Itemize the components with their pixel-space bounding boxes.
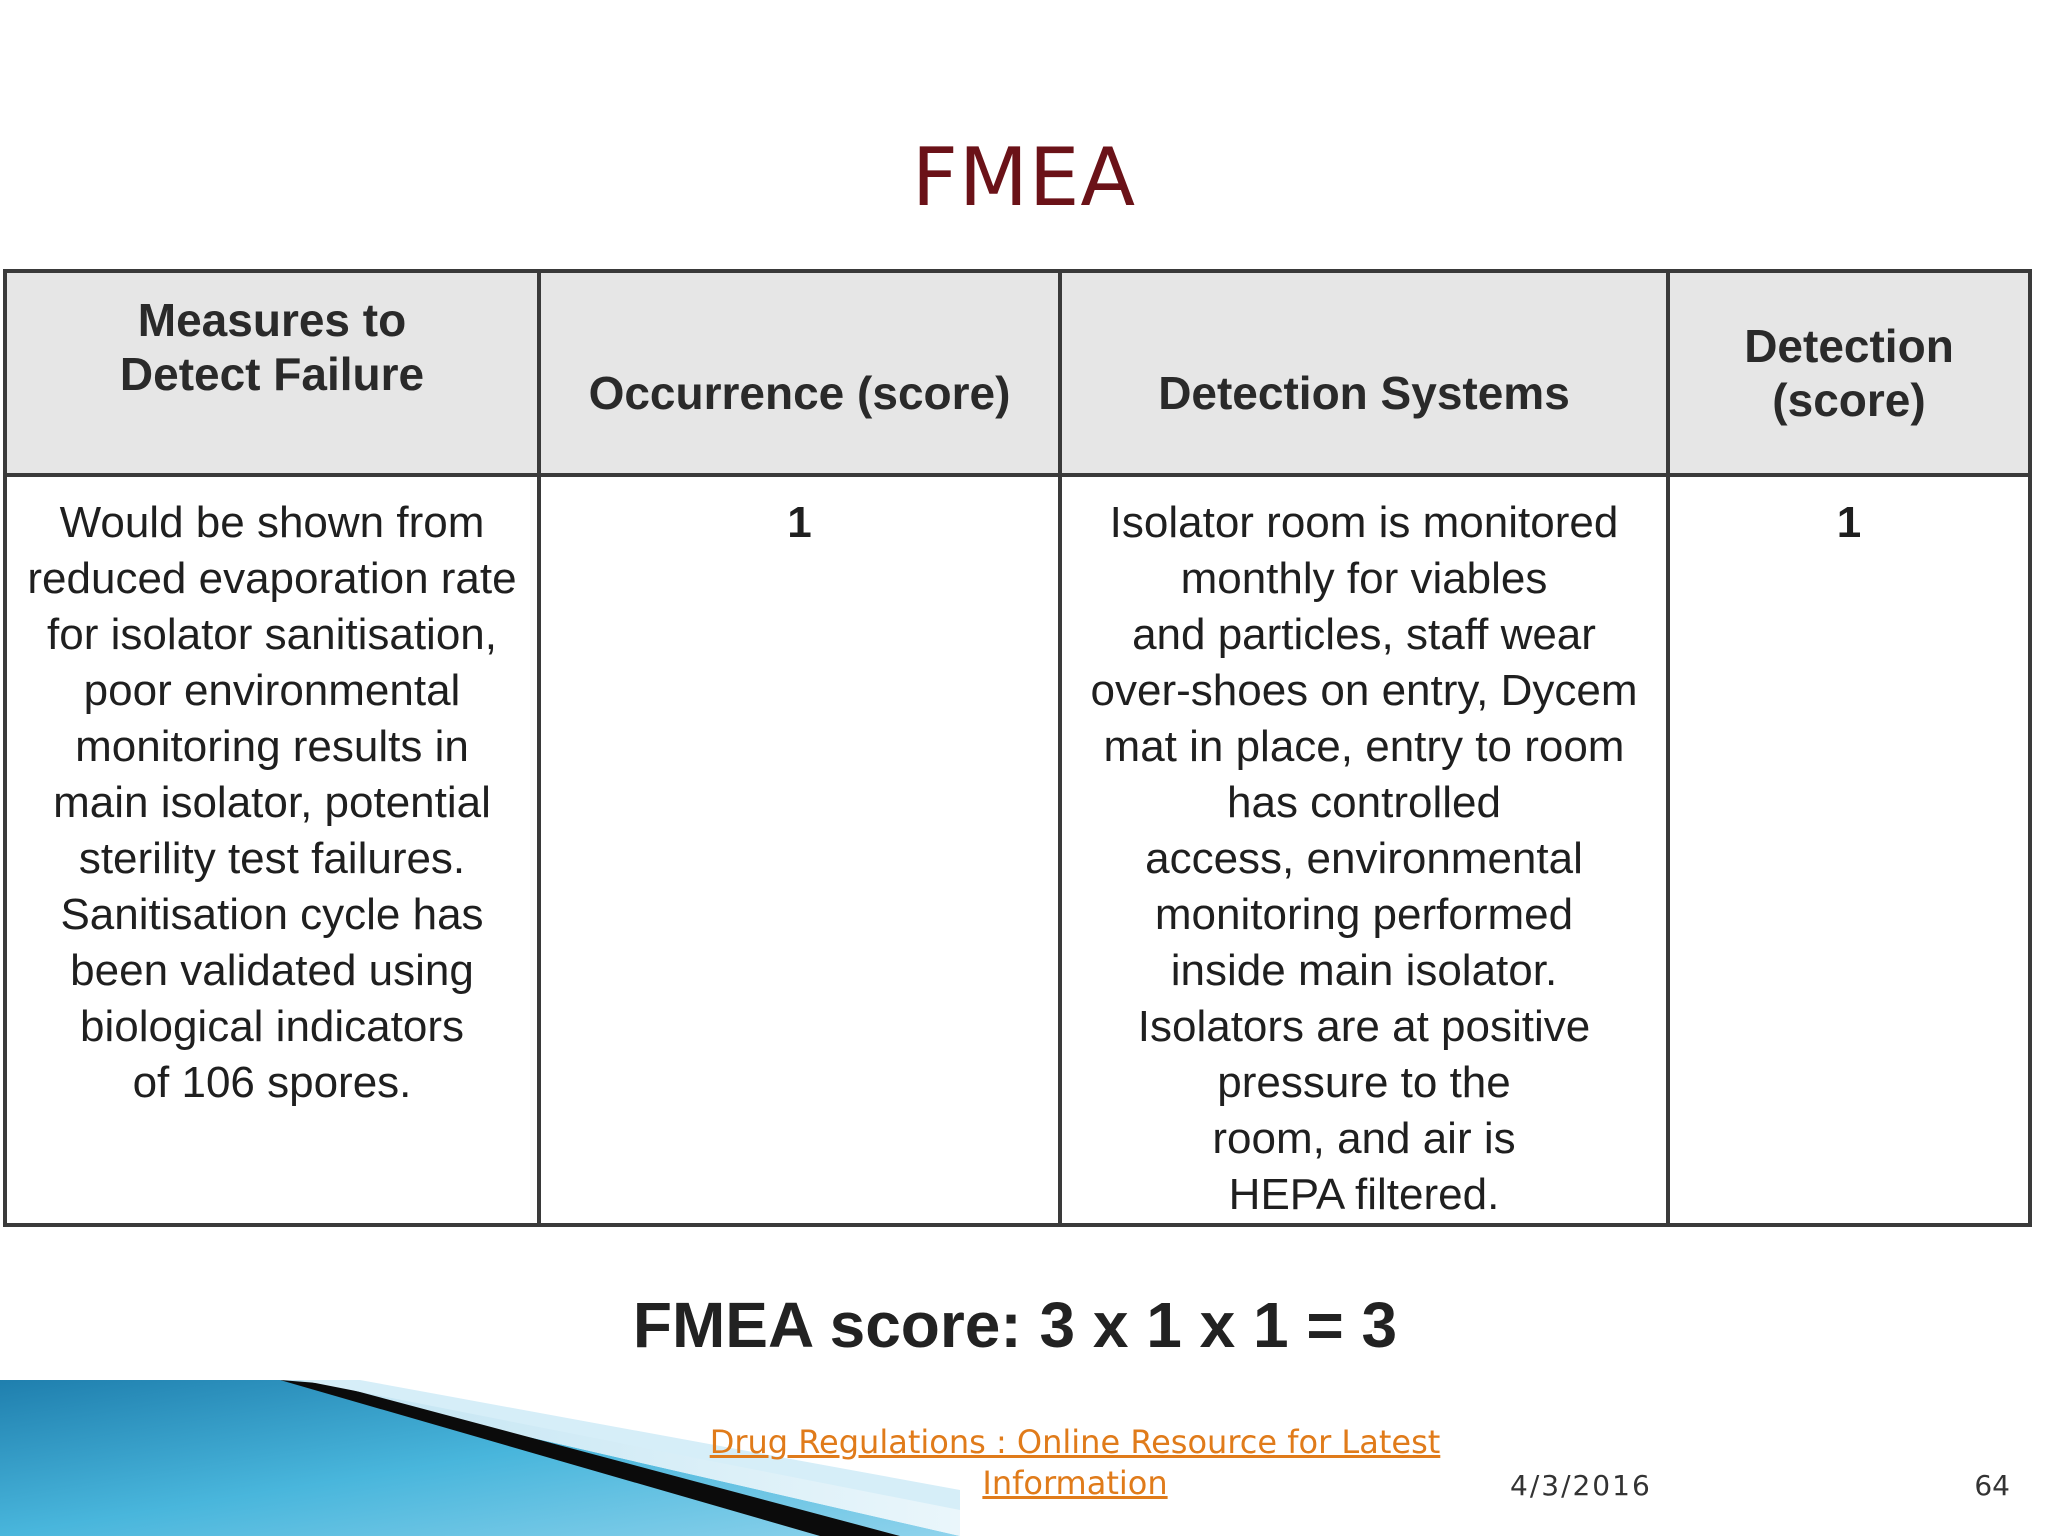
footer-link[interactable]: Drug Regulations : Online Resource for Latest Information	[709, 1423, 1441, 1502]
header-occurrence-label: Occurrence (score)	[588, 367, 1011, 419]
header-detection-score-label: Detection (score)	[1744, 320, 1954, 426]
header-detection-systems	[1060, 271, 1668, 475]
cell-detection-score: 1	[1668, 475, 2030, 1225]
page-number: 64	[1974, 1469, 2010, 1502]
header-measures	[5, 271, 539, 475]
header-measures-label: Measures to Detect Failure	[119, 294, 425, 400]
header-detection-score	[1668, 271, 2030, 475]
header-detection-systems-label: Detection Systems	[1158, 367, 1570, 419]
cell-measures: Would be shown from reduced evaporation rate for isolator sanitisation, poor environmental monitoring results in main isolator, potential sterility test failures. Sanitisation cycle has been validated using biological indicators of 106 spores.	[5, 475, 539, 1225]
slide-title: FMEA	[911, 131, 1137, 224]
header-occurrence	[539, 271, 1060, 475]
table-row	[5, 475, 2030, 1225]
fmea-table	[3, 269, 2032, 1227]
fmea-score: FMEA score: 3 x 1 x 1 = 3	[632, 1289, 1398, 1361]
table-header-row	[5, 271, 2030, 475]
footer-date: 4/3/2016	[1510, 1469, 1652, 1502]
cell-detection-systems: Isolator room is monitored monthly for viables and particles, staff wear over-shoes on entry, Dycem mat in place, entry to room has controlled access, environmental monitoring performed inside main isolator. Isolators are at positive pressure to the room, and air is HEPA filtered.	[1060, 475, 1668, 1225]
cell-occurrence: 1	[539, 475, 1060, 1225]
